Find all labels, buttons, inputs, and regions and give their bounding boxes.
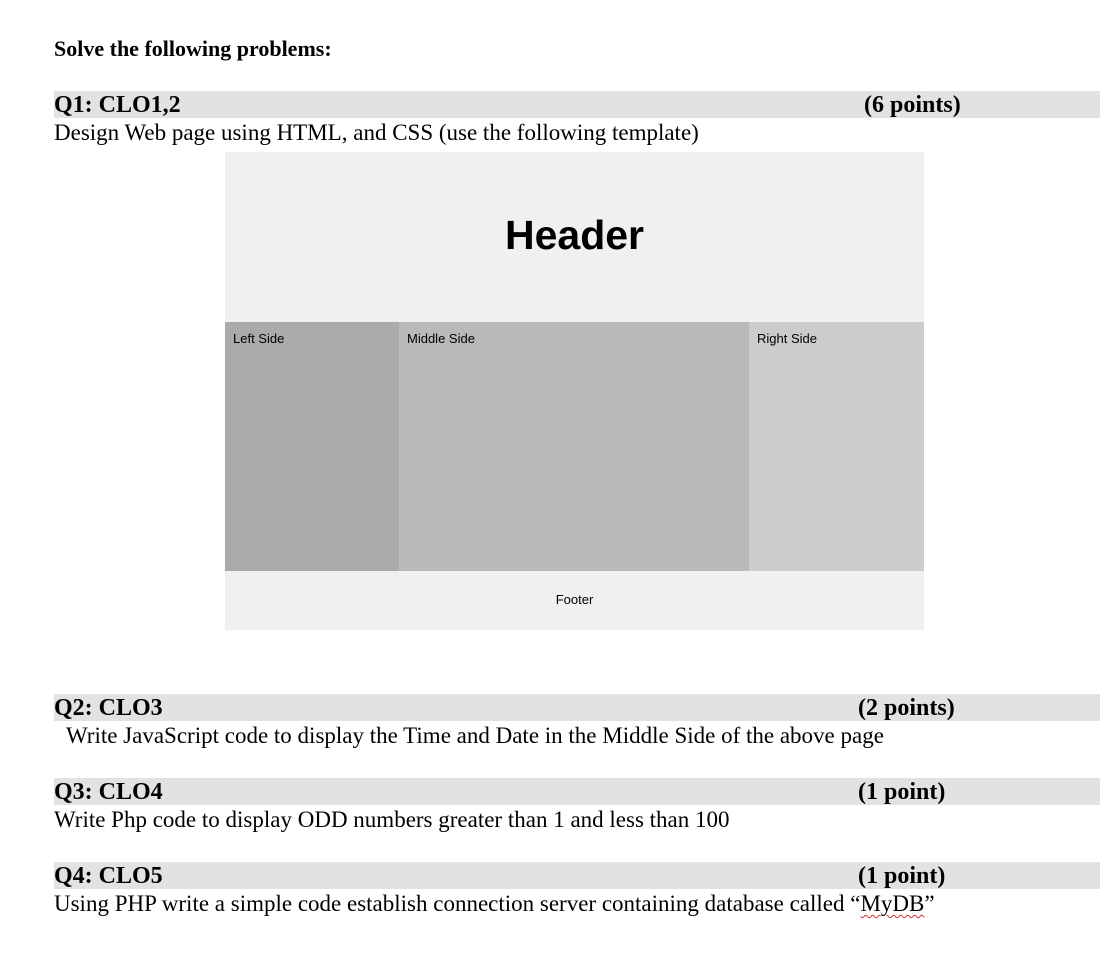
- page-title: Solve the following problems:: [54, 36, 332, 61]
- template-header-label: Header: [504, 212, 644, 258]
- template-footer: [225, 571, 924, 630]
- template-right-side: [749, 322, 924, 571]
- question-1-points: (6 points): [864, 92, 961, 118]
- template-header: [225, 152, 924, 322]
- spellcheck-word: MyDB: [860, 891, 925, 916]
- question-1-label: Q1: CLO1,2: [54, 92, 181, 118]
- template-left-side: [225, 322, 399, 571]
- template-middle-label: Middle Side: [407, 331, 475, 346]
- question-2-bar: [54, 694, 1100, 721]
- question-3-text: Write Php code to display ODD numbers greater than 1 and less than 100: [54, 807, 730, 832]
- template-right-label: Right Side: [757, 331, 817, 346]
- question-1-bar: [54, 91, 1100, 118]
- template-middle-side: [399, 322, 749, 571]
- question-4-text-end: ”: [924, 891, 935, 916]
- template-left-label: Left Side: [233, 331, 285, 346]
- question-3-bar: [54, 778, 1100, 805]
- question-2-text: Write JavaScript code to display the Time and Date in the Middle Side of the above page: [66, 723, 884, 748]
- question-2-points: (2 points): [858, 695, 955, 721]
- question-4-text-start: Using PHP write a simple code establish connection server containing database called “: [54, 891, 861, 916]
- question-1-text: Design Web page using HTML, and CSS (use the following template): [54, 120, 699, 145]
- question-4-label: Q4: CLO5: [54, 863, 163, 889]
- question-4-points: (1 point): [858, 863, 946, 889]
- question-4-text: [54, 890, 935, 918]
- question-3-points: (1 point): [858, 779, 946, 805]
- template-footer-label: Footer: [555, 592, 594, 607]
- layout-template-figure: [225, 152, 924, 630]
- question-2-label: Q2: CLO3: [54, 695, 163, 721]
- question-3-label: Q3: CLO4: [54, 779, 163, 805]
- question-4-bar: [54, 862, 1100, 889]
